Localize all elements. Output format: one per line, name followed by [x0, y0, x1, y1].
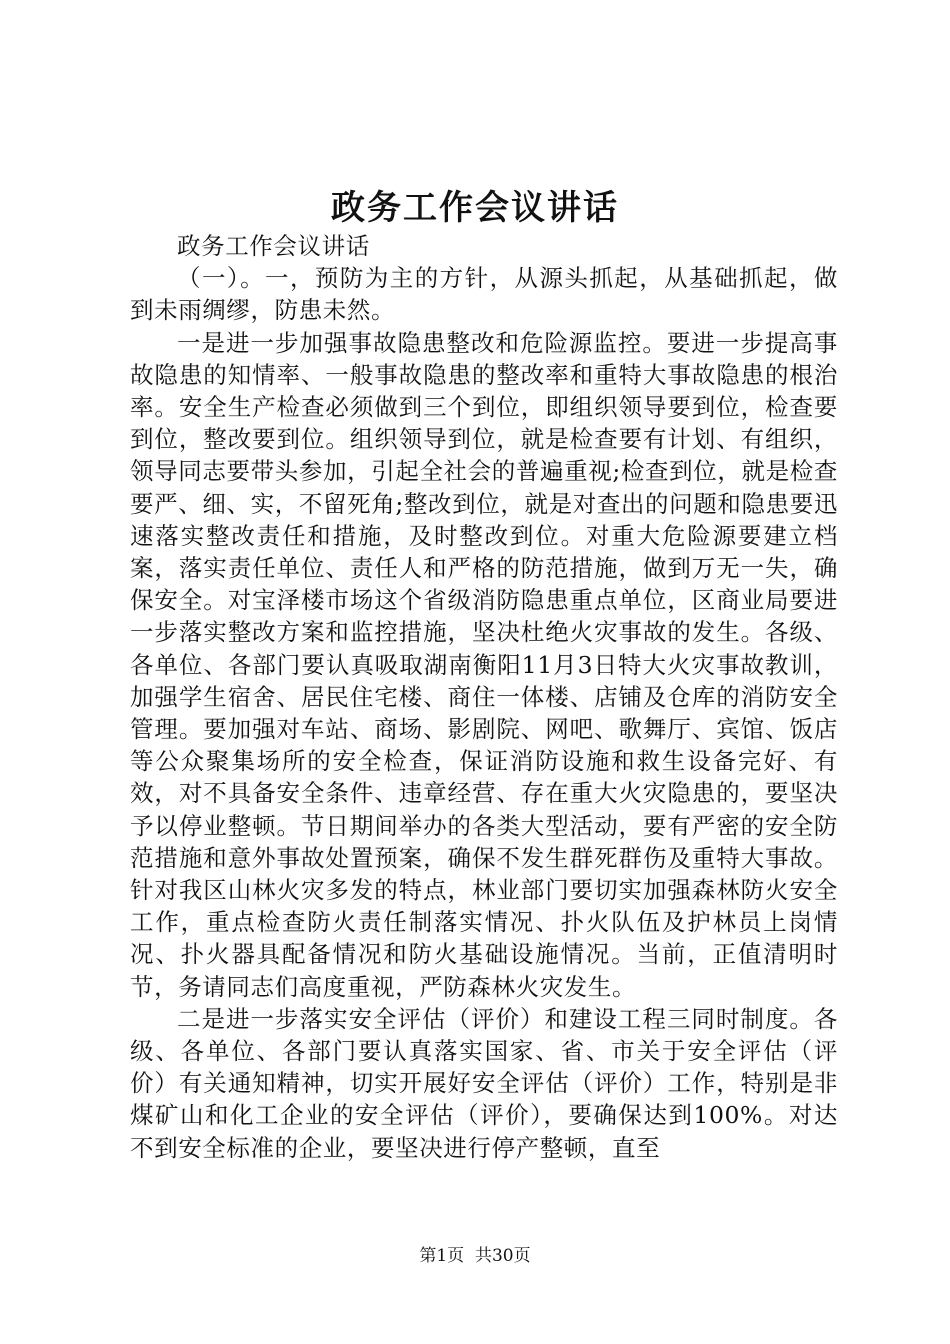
page-footer: [0, 1245, 950, 1267]
page-number-label: 第1页 共30页: [419, 1246, 531, 1266]
paragraph-1: （一）。一，预防为主的方针，从源头抓起，从基础抓起，做到未雨绸缪，防患未然。: [130, 264, 838, 325]
paragraph-3: 二是进一步落实安全评估（评价）和建设工程三同时制度。各级、各单位、各部门要认真落实国家、省、市关于安全评估（评价）有关通知精神，切实开展好安全评估（评价）工作，特别是非煤矿山和化工企业的安全评估（评价），要确保达到100%。对达不到安全标准的企业，要坚决进行停产整顿，直至: [130, 1004, 838, 1162]
document-body: [130, 230, 838, 1164]
paragraph-subtitle: 政务工作会议讲话: [177, 232, 370, 260]
document-title: 政务工作会议讲话: [331, 188, 619, 228]
paragraph-2: 一是进一步加强事故隐患整改和危险源监控。要进一步提高事故隐患的知情率、一般事故隐患的整改率和重特大事故隐患的根治率。安全生产检查必须做到三个到位，即组织领导要到位，检查要到位，整改要到位。组织领导到位，就是检查要有计划、有组织，领导同志要带头参加，引起全社会的普遍重视;检查到位，就是检查要严、细、实，不留死角;整改到位，就是对查出的问题和隐患要迅速落实整改责任和措施，及时整改到位。对重大危险源要建立档案，落实责任单位、责任人和严格的防范措施，做到万无一失，确保安全。对宝泽楼市场这个省级消防隐患重点单位，区商业局要进一步落实整改方案和监控措施，坚决杜绝火灾事故的发生。各级、各单位、各部门要认真吸取湖南衡阳11月3日特大火灾事故教训，加强学生宿舍、居民住宅楼、商住一体楼、店铺及仓库的消防安全管理。要加强对车站、商场、影剧院、网吧、歌舞厅、宾馆、饭店等公众聚集场所的安全检查，保证消防设施和救生设备完好、有效，对不具备安全条件、违章经营、存在重大火灾隐患的，要坚决予以停业整顿。节日期间举办的各类大型活动，要有严密的安全防范措施和意外事故处置预案，确保不发生群死群伤及重特大事故。针对我区山林火灾多发的特点，林业部门要切实加强森林防火安全工作，重点检查防火责任制落实情况、扑火队伍及护林员上岗情况、扑火器具配备情况和防火基础设施情况。当前，正值清明时节，务请同志们高度重视，严防森林火灾发生。: [130, 328, 838, 1001]
